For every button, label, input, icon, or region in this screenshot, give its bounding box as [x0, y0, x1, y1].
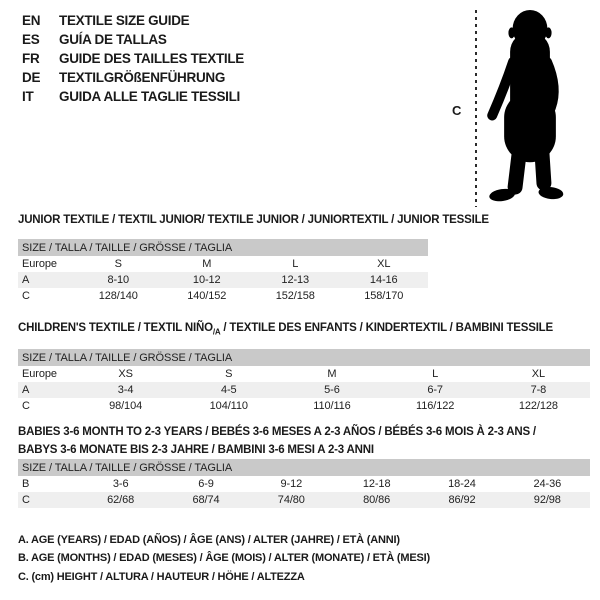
height-label: C [452, 103, 462, 118]
size-cell: 24-36 [533, 478, 562, 490]
size-cell: 4-5 [177, 382, 280, 398]
row-label: A [18, 382, 74, 398]
row-label: C [18, 492, 78, 508]
size-cell: S [114, 258, 122, 270]
size-cell: 10-12 [163, 272, 252, 288]
row-label: B [22, 478, 30, 490]
footnote-c: C. (cm) HEIGHT / ALTURA / HAUTEUR / HÖHE / ALTEZZA [18, 570, 305, 583]
language-row-en [22, 11, 244, 30]
title-subscript: /A [212, 327, 221, 337]
title-part: / TEXTILE DES ENFANTS / KINDERTEXTIL / BAMBINI TESSILE [220, 322, 553, 334]
size-cell: 122/128 [518, 400, 558, 412]
size-cell: 158/170 [364, 290, 404, 302]
row-label: Europe [22, 368, 57, 380]
title-part: CHILDREN'S TEXTILE / TEXTIL NIÑO [18, 322, 213, 334]
size-cell: 140/152 [187, 290, 227, 302]
footnotes [18, 531, 430, 586]
table-row [18, 398, 590, 414]
junior-size-table [18, 239, 428, 304]
size-cell: 5-6 [280, 382, 383, 398]
table-row [18, 492, 590, 508]
size-cell: 3-6 [112, 478, 129, 490]
size-cell: 12-13 [251, 272, 340, 288]
size-cell: 110/116 [313, 400, 351, 412]
size-cell: 8-10 [74, 272, 163, 288]
height-measure-line [475, 10, 477, 207]
footnote-b: B. AGE (MONTHS) / EDAD (MESES) / ÂGE (MOIS) / ALTER (MONATE) / ETÀ (MESI) [18, 552, 430, 565]
size-cell: 6-7 [384, 382, 487, 398]
size-cell: 68/74 [163, 492, 248, 508]
size-cell: 62/68 [78, 492, 163, 508]
size-cell: 92/98 [505, 492, 590, 508]
row-label: C [22, 400, 30, 412]
size-cell: L [432, 368, 439, 380]
language-row-fr [22, 49, 244, 68]
size-cell: XL [377, 258, 391, 270]
children-table-title [18, 320, 553, 341]
row-label: C [22, 290, 30, 302]
table-row [18, 256, 428, 272]
size-header-bar: SIZE / TALLA / TAILLE / GRÖSSE / TAGLIA [18, 349, 590, 366]
baby-silhouette-icon [485, 8, 577, 212]
size-cell: 18-24 [448, 478, 476, 490]
size-cell: M [327, 368, 337, 380]
language-row-de [22, 68, 244, 87]
size-cell: L [292, 258, 299, 270]
language-row-it [22, 87, 244, 106]
language-row-es [22, 30, 244, 49]
size-cell: 98/104 [109, 400, 143, 412]
table-row [18, 382, 590, 398]
size-cell: 3-4 [74, 382, 177, 398]
title-line-1: BABIES 3-6 MONTH TO 2-3 YEARS / BEBÉS 3-6 MESES A 2-3 AÑOS / BÉBÉS 3-6 MOIS À 2-3 ANS / [18, 426, 536, 438]
language-title: TEXTILE SIZE GUIDE [59, 13, 190, 28]
language-code: FR [22, 51, 40, 66]
title-line-2: BABYS 3-6 MONATE BIS 2-3 JAHRE / BAMBINI 3-6 MESI A 2-3 ANNI [18, 443, 374, 456]
language-code: EN [22, 13, 41, 28]
table-row [18, 288, 428, 304]
junior-table-title: JUNIOR TEXTILE / TEXTIL JUNIOR/ TEXTILE JUNIOR / JUNIORTEXTIL / JUNIOR TESSILE [18, 214, 489, 226]
footnote-a: A. AGE (YEARS) / EDAD (AÑOS) / ÂGE (ANS) / ALTER (JAHRE) / ETÀ (ANNI) [18, 534, 400, 546]
size-cell: 7-8 [487, 382, 590, 398]
size-cell: XS [118, 368, 133, 380]
language-list [22, 11, 244, 106]
size-cell: 104/110 [209, 400, 248, 412]
size-header-bar: SIZE / TALLA / TAILLE / GRÖSSE / TAGLIA [18, 239, 428, 256]
table-row [18, 272, 428, 288]
size-header-bar: SIZE / TALLA / TAILLE / GRÖSSE / TAGLIA [18, 459, 590, 476]
size-cell: M [202, 258, 212, 270]
language-title: TEXTILGRÖßENFÜHRUNG [59, 70, 226, 85]
size-cell: 116/122 [416, 400, 455, 412]
children-size-table [18, 349, 590, 414]
table-row [18, 366, 590, 382]
row-label: A [18, 272, 74, 288]
size-cell: 86/92 [419, 492, 504, 508]
size-cell: S [225, 368, 233, 380]
size-cell: 152/158 [275, 290, 315, 302]
size-cell: 14-16 [340, 272, 429, 288]
row-label: Europe [22, 258, 57, 270]
babies-table-title [18, 424, 536, 459]
language-title: GUÍA DE TALLAS [59, 32, 167, 47]
table-row [18, 476, 590, 492]
size-cell: 80/86 [334, 492, 419, 508]
size-cell: 128/140 [98, 290, 138, 302]
language-code: DE [22, 70, 41, 85]
language-code: IT [22, 89, 34, 104]
size-cell: 12-18 [362, 478, 391, 490]
language-code: ES [22, 32, 40, 47]
size-cell: 9-12 [280, 478, 303, 490]
language-title: GUIDE DES TAILLES TEXTILE [59, 51, 245, 66]
size-cell: 6-9 [198, 478, 214, 490]
size-cell: 74/80 [249, 492, 334, 508]
babies-size-table [18, 459, 590, 508]
size-cell: XL [531, 368, 545, 380]
language-title: GUIDA ALLE TAGLIE TESSILI [59, 89, 240, 104]
